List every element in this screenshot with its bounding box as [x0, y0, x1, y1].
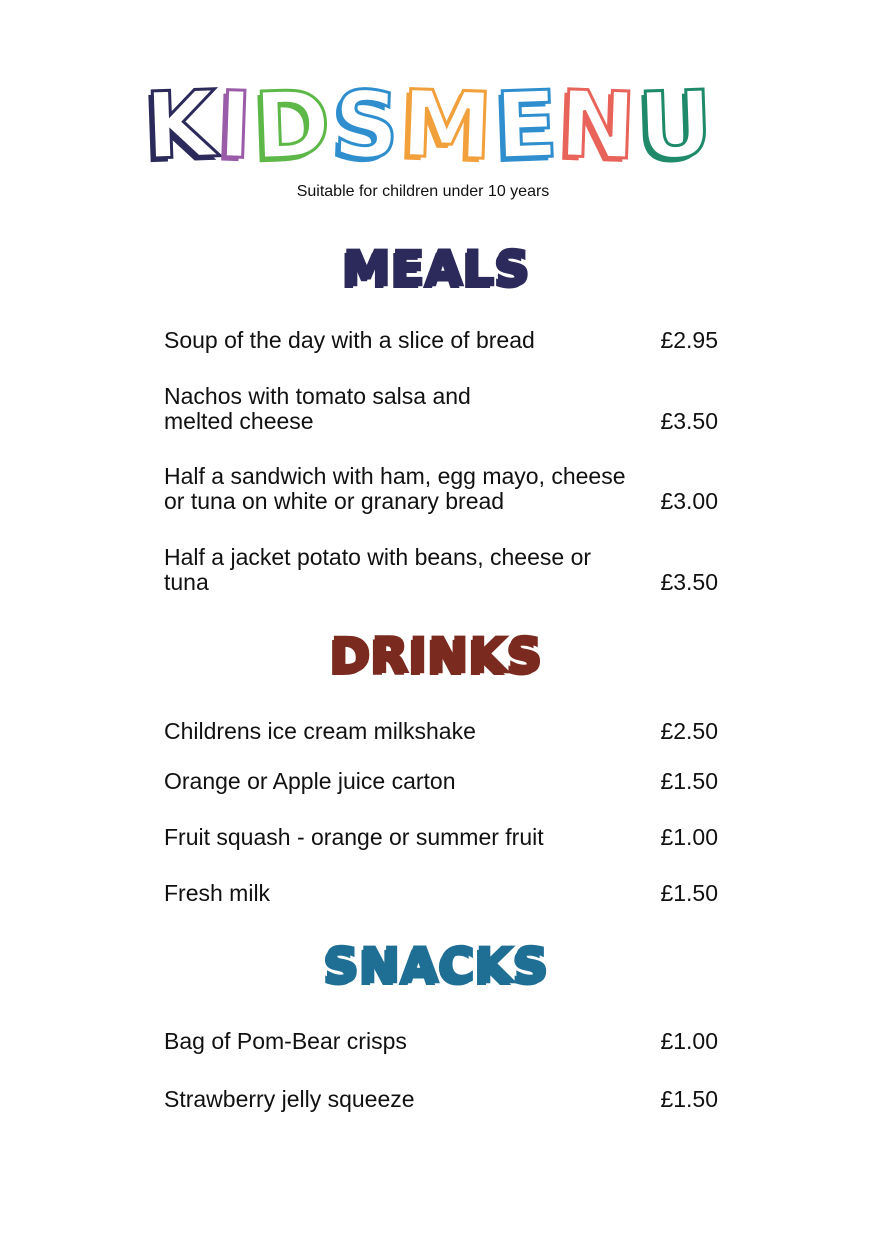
item-name: Soup of the day with a slice of bread: [164, 327, 535, 353]
item-price: £1.00: [660, 1028, 718, 1054]
menu-item: [164, 1029, 718, 1054]
subtitle: Suitable for children under 10 years: [296, 183, 550, 200]
title-letter: N: [557, 70, 641, 181]
title-letter: U: [636, 70, 717, 181]
title-letter: K: [142, 70, 220, 181]
item-price: £1.50: [660, 880, 718, 906]
menu-item: [164, 545, 718, 595]
meals-heading: [0, 241, 874, 297]
item-price: £1.00: [660, 824, 718, 850]
item-price: £2.95: [660, 327, 718, 353]
meals-heading-text: MEALS: [343, 241, 531, 297]
item-name: Half a jacket potato with beans, cheese or tuna: [164, 544, 592, 595]
item-name: Half a sandwich with ham, egg mayo, cheese or tuna on white or granary bread: [164, 463, 626, 514]
item-name: Nachos with tomato salsa and melted cheese: [164, 383, 471, 434]
drinks-heading: [0, 628, 874, 684]
item-price: £3.50: [660, 569, 718, 595]
item-price: £3.50: [660, 408, 718, 434]
item-price: £1.50: [660, 1086, 718, 1112]
title-letter: E: [492, 70, 562, 181]
snacks-heading-text: SNACKS: [324, 938, 550, 994]
item-price: £1.50: [660, 768, 718, 794]
title-letter: S: [330, 70, 403, 181]
item-name: Orange or Apple juice carton: [164, 768, 456, 794]
title-letter: D: [252, 70, 335, 181]
menu-item: [164, 825, 718, 850]
menu-item: [164, 719, 718, 744]
snacks-heading: [0, 938, 874, 994]
item-name: Childrens ice cream milkshake: [164, 718, 476, 744]
menu-item: [164, 328, 718, 353]
page-title: [142, 70, 717, 181]
menu-item: [164, 769, 718, 794]
item-price: £2.50: [660, 718, 718, 744]
item-name: Fresh milk: [164, 880, 271, 906]
menu-item: [164, 384, 718, 434]
item-name: Bag of Pom-Bear crisps: [164, 1028, 407, 1054]
title-letter: M: [399, 70, 497, 181]
item-price: £3.00: [660, 488, 718, 514]
item-name: Strawberry jelly squeeze: [164, 1086, 415, 1112]
drinks-heading-text: DRINKS: [330, 628, 544, 684]
title-letter: I: [216, 71, 257, 180]
menu-item: [164, 464, 718, 514]
menu-item: [164, 1087, 718, 1112]
item-name: Fruit squash - orange or summer fruit: [164, 824, 544, 850]
menu-item: [164, 881, 718, 906]
